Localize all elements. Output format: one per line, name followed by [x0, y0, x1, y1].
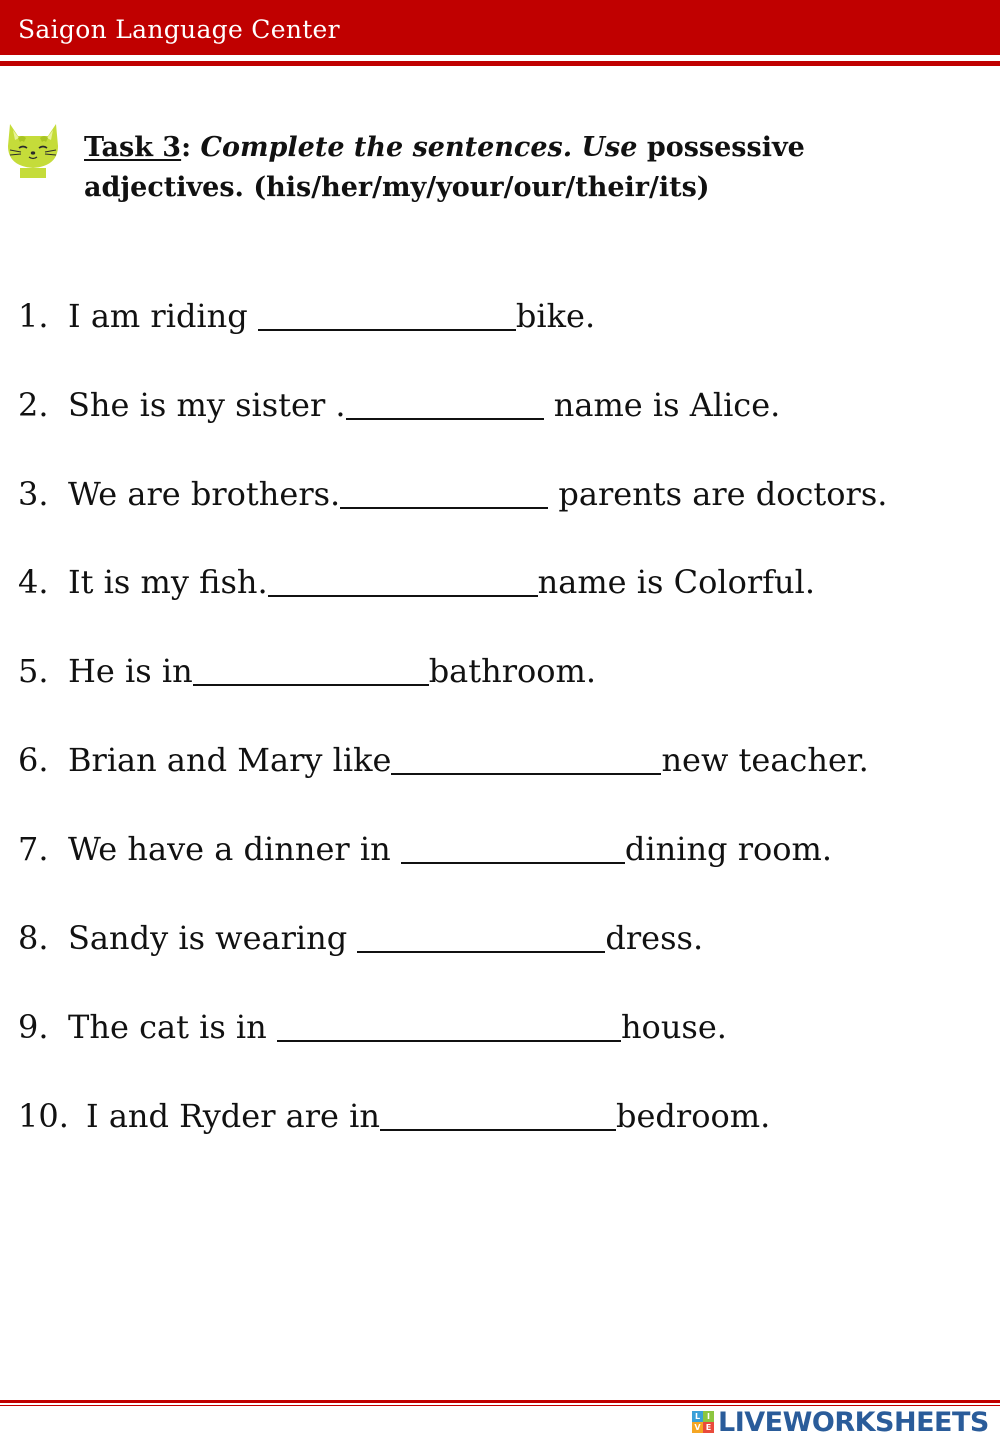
- item-number: 5.: [18, 652, 49, 690]
- item-text-before: Brian and Mary like: [68, 741, 392, 779]
- item-number: 3.: [18, 475, 49, 513]
- exercise-item-5: [18, 647, 596, 695]
- answer-blank-3[interactable]: [340, 471, 548, 509]
- task-instruction: [84, 128, 974, 208]
- exercise-item-4: [18, 558, 815, 606]
- task-instruction-bold: possessive: [646, 132, 805, 163]
- item-text-after: new teacher.: [661, 741, 869, 779]
- header-divider: [0, 61, 1000, 66]
- liveworksheets-logo-icon: [692, 1411, 714, 1433]
- header-title: Saigon Language Center: [18, 15, 340, 44]
- item-text-before: I am riding: [68, 297, 258, 335]
- answer-blank-8[interactable]: [357, 915, 605, 953]
- logo-mark-letter: E: [703, 1422, 714, 1433]
- item-text-after: dining room.: [624, 830, 833, 868]
- item-number: 7.: [18, 830, 49, 868]
- exercise-item-7: [18, 825, 832, 873]
- answer-blank-2[interactable]: [346, 382, 544, 420]
- item-text-before: She is my sister .: [68, 386, 346, 424]
- item-text-before: We have a dinner in: [68, 830, 401, 868]
- item-text-before: I and Ryder are in: [86, 1097, 380, 1135]
- task-instruction-italic: Complete the sentences. Use: [200, 132, 638, 163]
- cat-mascot-icon: [4, 116, 62, 180]
- answer-blank-10[interactable]: [380, 1093, 616, 1131]
- header-bar: [0, 0, 1000, 55]
- logo-mark-letter: I: [703, 1411, 714, 1422]
- logo-mark-letter: V: [692, 1422, 703, 1433]
- item-number: 9.: [18, 1008, 49, 1046]
- exercise-item-2: [18, 381, 780, 429]
- liveworksheets-logo-text: LIVEWORKSHEETS: [718, 1406, 989, 1438]
- item-text-after: name is Alice.: [543, 386, 781, 424]
- answer-blank-4[interactable]: [268, 559, 538, 597]
- item-number: 6.: [18, 741, 49, 779]
- item-text-before: The cat is in: [68, 1008, 277, 1046]
- item-text-after: dress.: [605, 919, 704, 957]
- exercise-item-10: [18, 1092, 770, 1140]
- exercise-item-8: [18, 914, 703, 962]
- item-text-after: parents are doctors.: [548, 475, 888, 513]
- answer-blank-7[interactable]: [401, 826, 625, 864]
- item-number: 1.: [18, 297, 49, 335]
- item-text-after: bike.: [515, 297, 596, 335]
- answer-blank-6[interactable]: [391, 737, 661, 775]
- task-instruction-line2: adjectives. (his/her/my/your/our/their/its): [84, 172, 710, 203]
- item-number: 10.: [18, 1097, 69, 1135]
- item-text-after: name is Colorful.: [537, 563, 816, 601]
- exercise-item-9: [18, 1003, 727, 1051]
- logo-mark-letter: L: [692, 1411, 703, 1422]
- exercise-item-6: [18, 736, 869, 784]
- answer-blank-5[interactable]: [193, 648, 429, 686]
- item-text-after: bedroom.: [615, 1097, 771, 1135]
- answer-blank-9[interactable]: [277, 1004, 621, 1042]
- item-text-after: house.: [620, 1008, 727, 1046]
- item-text-before: He is in: [68, 652, 193, 690]
- answer-blank-1[interactable]: [258, 293, 516, 331]
- liveworksheets-logo: [692, 1407, 989, 1437]
- item-number: 2.: [18, 386, 49, 424]
- item-text-after: bathroom.: [428, 652, 597, 690]
- item-text-before: Sandy is wearing: [68, 919, 358, 957]
- task-label: Task 3: [84, 132, 182, 163]
- exercise-item-3: [18, 470, 887, 518]
- item-number: 4.: [18, 563, 49, 601]
- task-colon: :: [181, 132, 192, 163]
- exercise-item-1: [18, 292, 595, 340]
- item-text-before: It is my fish.: [68, 563, 268, 601]
- item-text-before: We are brothers.: [68, 475, 341, 513]
- footer-divider: [0, 1400, 1000, 1403]
- item-number: 8.: [18, 919, 49, 957]
